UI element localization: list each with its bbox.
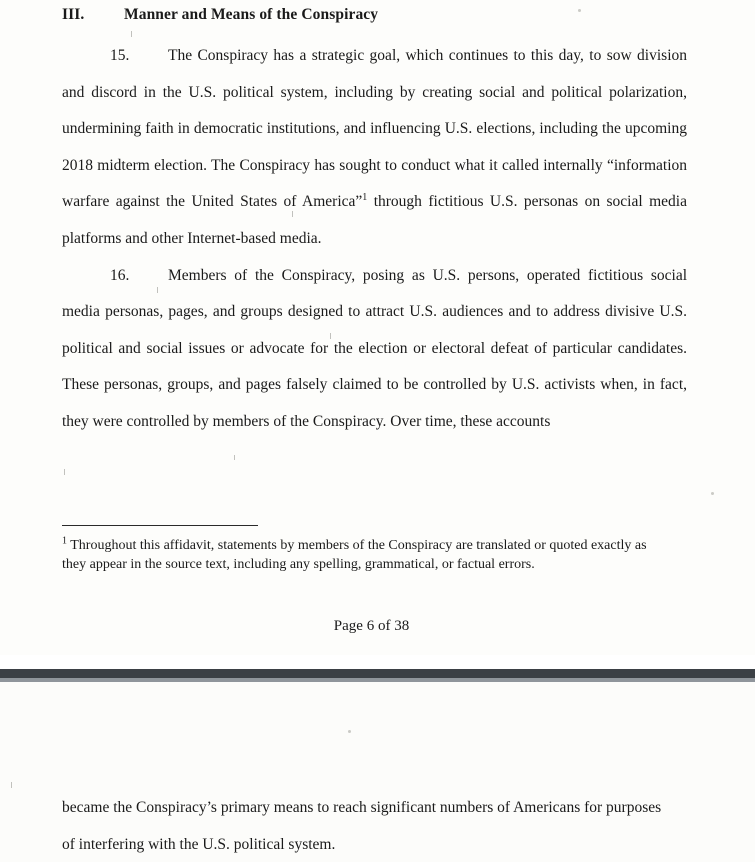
scan-speck xyxy=(330,333,331,339)
footnote-1-text: Throughout this affidavit, statements by members of the Conspiracy are translated or quoted exactly as they appear in the source text, including any spelling, grammatical, or factual errors. xyxy=(62,537,647,572)
scan-speck xyxy=(234,455,235,460)
page-number-label: Page 6 of 38 xyxy=(333,617,410,634)
scan-speck xyxy=(348,730,351,733)
scan-speck xyxy=(578,9,581,12)
paragraph-15 xyxy=(62,38,687,258)
footnote-1 xyxy=(62,536,670,574)
section-number: III. xyxy=(62,6,85,23)
scan-speck xyxy=(711,492,714,495)
paragraph-16-number: 16. xyxy=(110,266,130,284)
paragraph-continued-line-2: of interfering with the U.S. political system. xyxy=(62,835,336,853)
paragraph-16-text: Members of the Conspiracy, posing as U.S. persons, operated fictitious social media personas, pages, and groups designed to attract U.S. audiences and to address divisive U.S. political and social issues or advocate for the election or electoral defeat of particular candidates. These personas, groups, and pages falsely claimed to be controlled by U.S. activists when, in fact, they were controlled by members of the Conspiracy. Over time, these accounts xyxy=(62,266,687,430)
section-title: Manner and Means of the Conspiracy xyxy=(124,6,379,23)
footnote-reference-1: 1 xyxy=(362,192,368,204)
paragraph-15-text-part-2: through fictitious U.S. personas on social media platforms and other Internet-based media. xyxy=(62,193,687,247)
paragraph-15-text-part-1: The Conspiracy has a strategic goal, which continues to this day, to sow division and discord in the U.S. political system, including by creating social and political polarization, undermining faith in democratic institutions, and influencing U.S. elections, including the upcoming 2018 midterm election. The Conspiracy has sought to conduct what it called internally “information warfare against the United States of America” xyxy=(62,47,687,211)
paragraph-continued-line-1: became the Conspiracy’s primary means to reach significant numbers of Americans for purposes xyxy=(62,799,662,816)
page-divider-bar xyxy=(0,669,755,678)
scan-speck xyxy=(11,782,12,788)
footnote-separator xyxy=(62,525,258,526)
scan-speck xyxy=(292,211,293,217)
scan-speck xyxy=(157,287,158,293)
scan-speck xyxy=(131,31,132,37)
document-page-2 xyxy=(0,682,755,862)
paragraph-16 xyxy=(62,258,687,441)
scan-speck xyxy=(64,469,65,475)
section-heading xyxy=(62,0,687,24)
footnote-1-marker: 1 xyxy=(62,534,67,546)
page-gap xyxy=(0,655,755,669)
paragraph-15-number: 15. xyxy=(110,47,130,64)
